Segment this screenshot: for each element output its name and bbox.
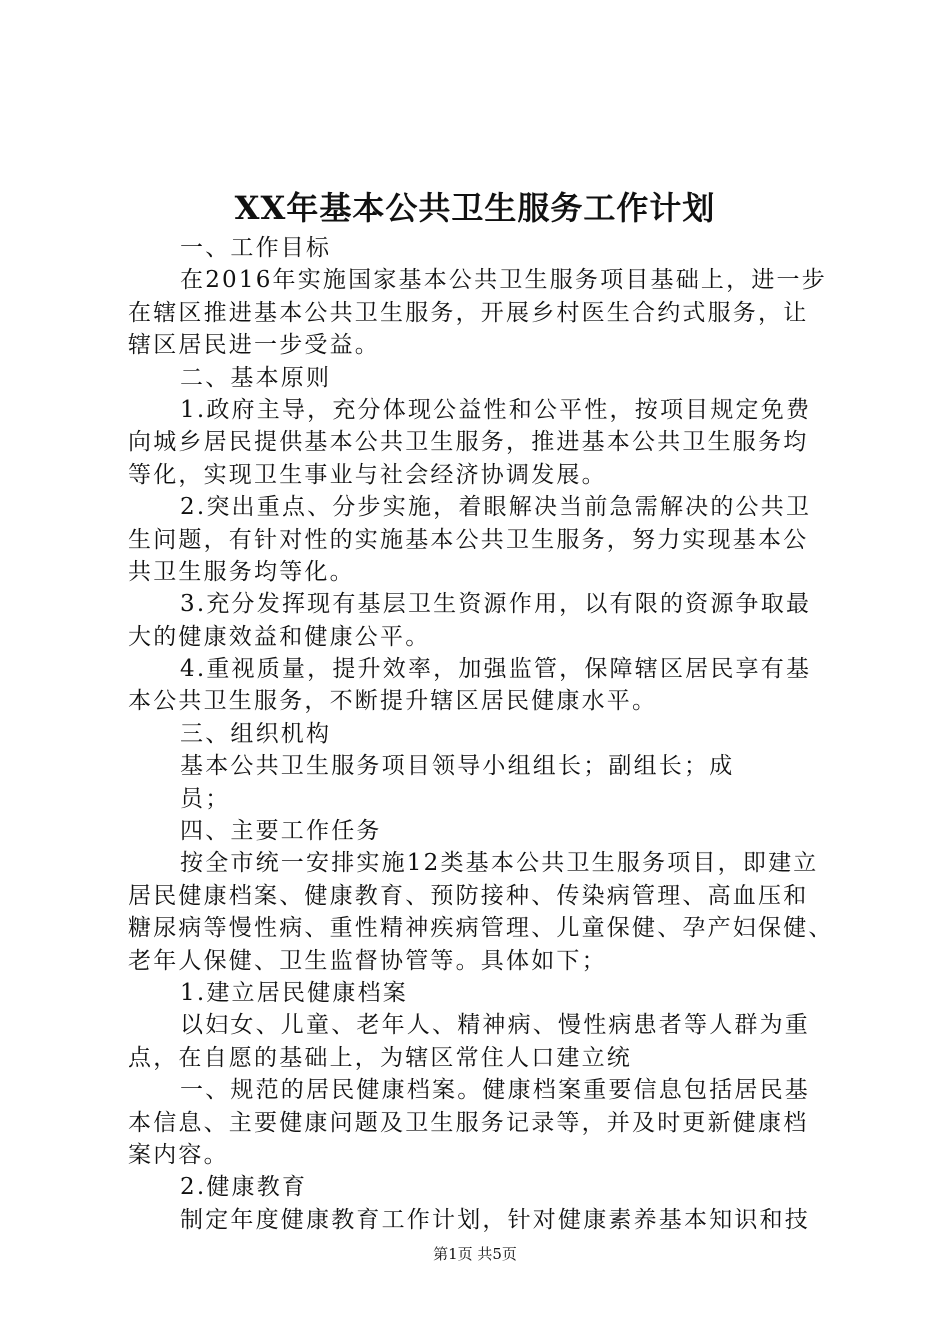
text-line: 共卫生服务均等化。 — [128, 558, 355, 585]
text-line: 1.政府主导，充分体现公益性和公平性，按项目规定免费 — [180, 396, 812, 423]
text-line: 本公共卫生服务，不断提升辖区居民健康水平。 — [128, 688, 658, 715]
text-line: 按全市统一安排实施12类基本公共卫生服务项目，即建立 — [180, 850, 819, 877]
text-line: 以妇女、儿童、老年人、精神病、慢性病患者等人群为重 — [180, 1012, 810, 1039]
text-line: 大的健康效益和健康公平。 — [128, 623, 431, 650]
text-line: 糖尿病等慢性病、重性精神疾病管理、儿童保健、孕产妇保健、 — [128, 915, 834, 942]
text-line: 3.充分发挥现有基层卫生资源作用，以有限的资源争取最 — [180, 591, 812, 618]
text-line: 员； — [180, 785, 231, 812]
text-line: 基本公共卫生服务项目领导小组组长；副组长；成 — [180, 753, 735, 780]
text-line: 本信息、主要健康问题及卫生服务记录等，并及时更新健康档 — [128, 1109, 809, 1136]
page-footer: 第1页 共5页 — [433, 1245, 517, 1263]
text-line: 等化，实现卫生事业与社会经济协调发展。 — [128, 461, 607, 488]
text-line: 2.健康教育 — [180, 1174, 308, 1201]
text-line: 老年人保健、卫生监督协管等。具体如下； — [128, 947, 607, 974]
text-line: 1.建立居民健康档案 — [180, 979, 408, 1006]
text-line: 在2016年实施国家基本公共卫生服务项目基础上，进一步 — [180, 267, 827, 294]
text-line: 向城乡居民提供基本公共卫生服务，推进基本公共卫生服务均 — [128, 429, 809, 456]
text-line: 2.突出重点、分步实施，着眼解决当前急需解决的公共卫 — [180, 494, 812, 521]
text-line: 点，在自愿的基础上，为辖区常住人口建立统 — [128, 1044, 632, 1071]
text-line: 辖区居民进一步受益。 — [128, 332, 380, 359]
text-line: 生问题，有针对性的实施基本公共卫生服务，努力实现基本公 — [128, 526, 809, 553]
text-line: 案内容。 — [128, 1141, 229, 1168]
text-line: 二、基本原则 — [180, 364, 332, 391]
text-line: 居民健康档案、健康教育、预防接种、传染病管理、高血压和 — [128, 882, 809, 909]
text-line: 四、主要工作任务 — [180, 818, 382, 845]
document-title: XX年基本公共卫生服务工作计划 — [234, 189, 716, 227]
document-body — [128, 232, 838, 1236]
text-line: 在辖区推进基本公共卫生服务，开展乡村医生合约式服务，让 — [128, 299, 809, 326]
text-line: 制定年度健康教育工作计划，针对健康素养基本知识和技 — [180, 1206, 810, 1233]
text-line: 一、规范的居民健康档案。健康档案重要信息包括居民基 — [180, 1077, 810, 1104]
text-line: 一、工作目标 — [180, 235, 332, 261]
text-line: 三、组织机构 — [180, 720, 332, 747]
text-line: 4.重视质量，提升效率，加强监管，保障辖区居民享有基 — [180, 656, 812, 683]
